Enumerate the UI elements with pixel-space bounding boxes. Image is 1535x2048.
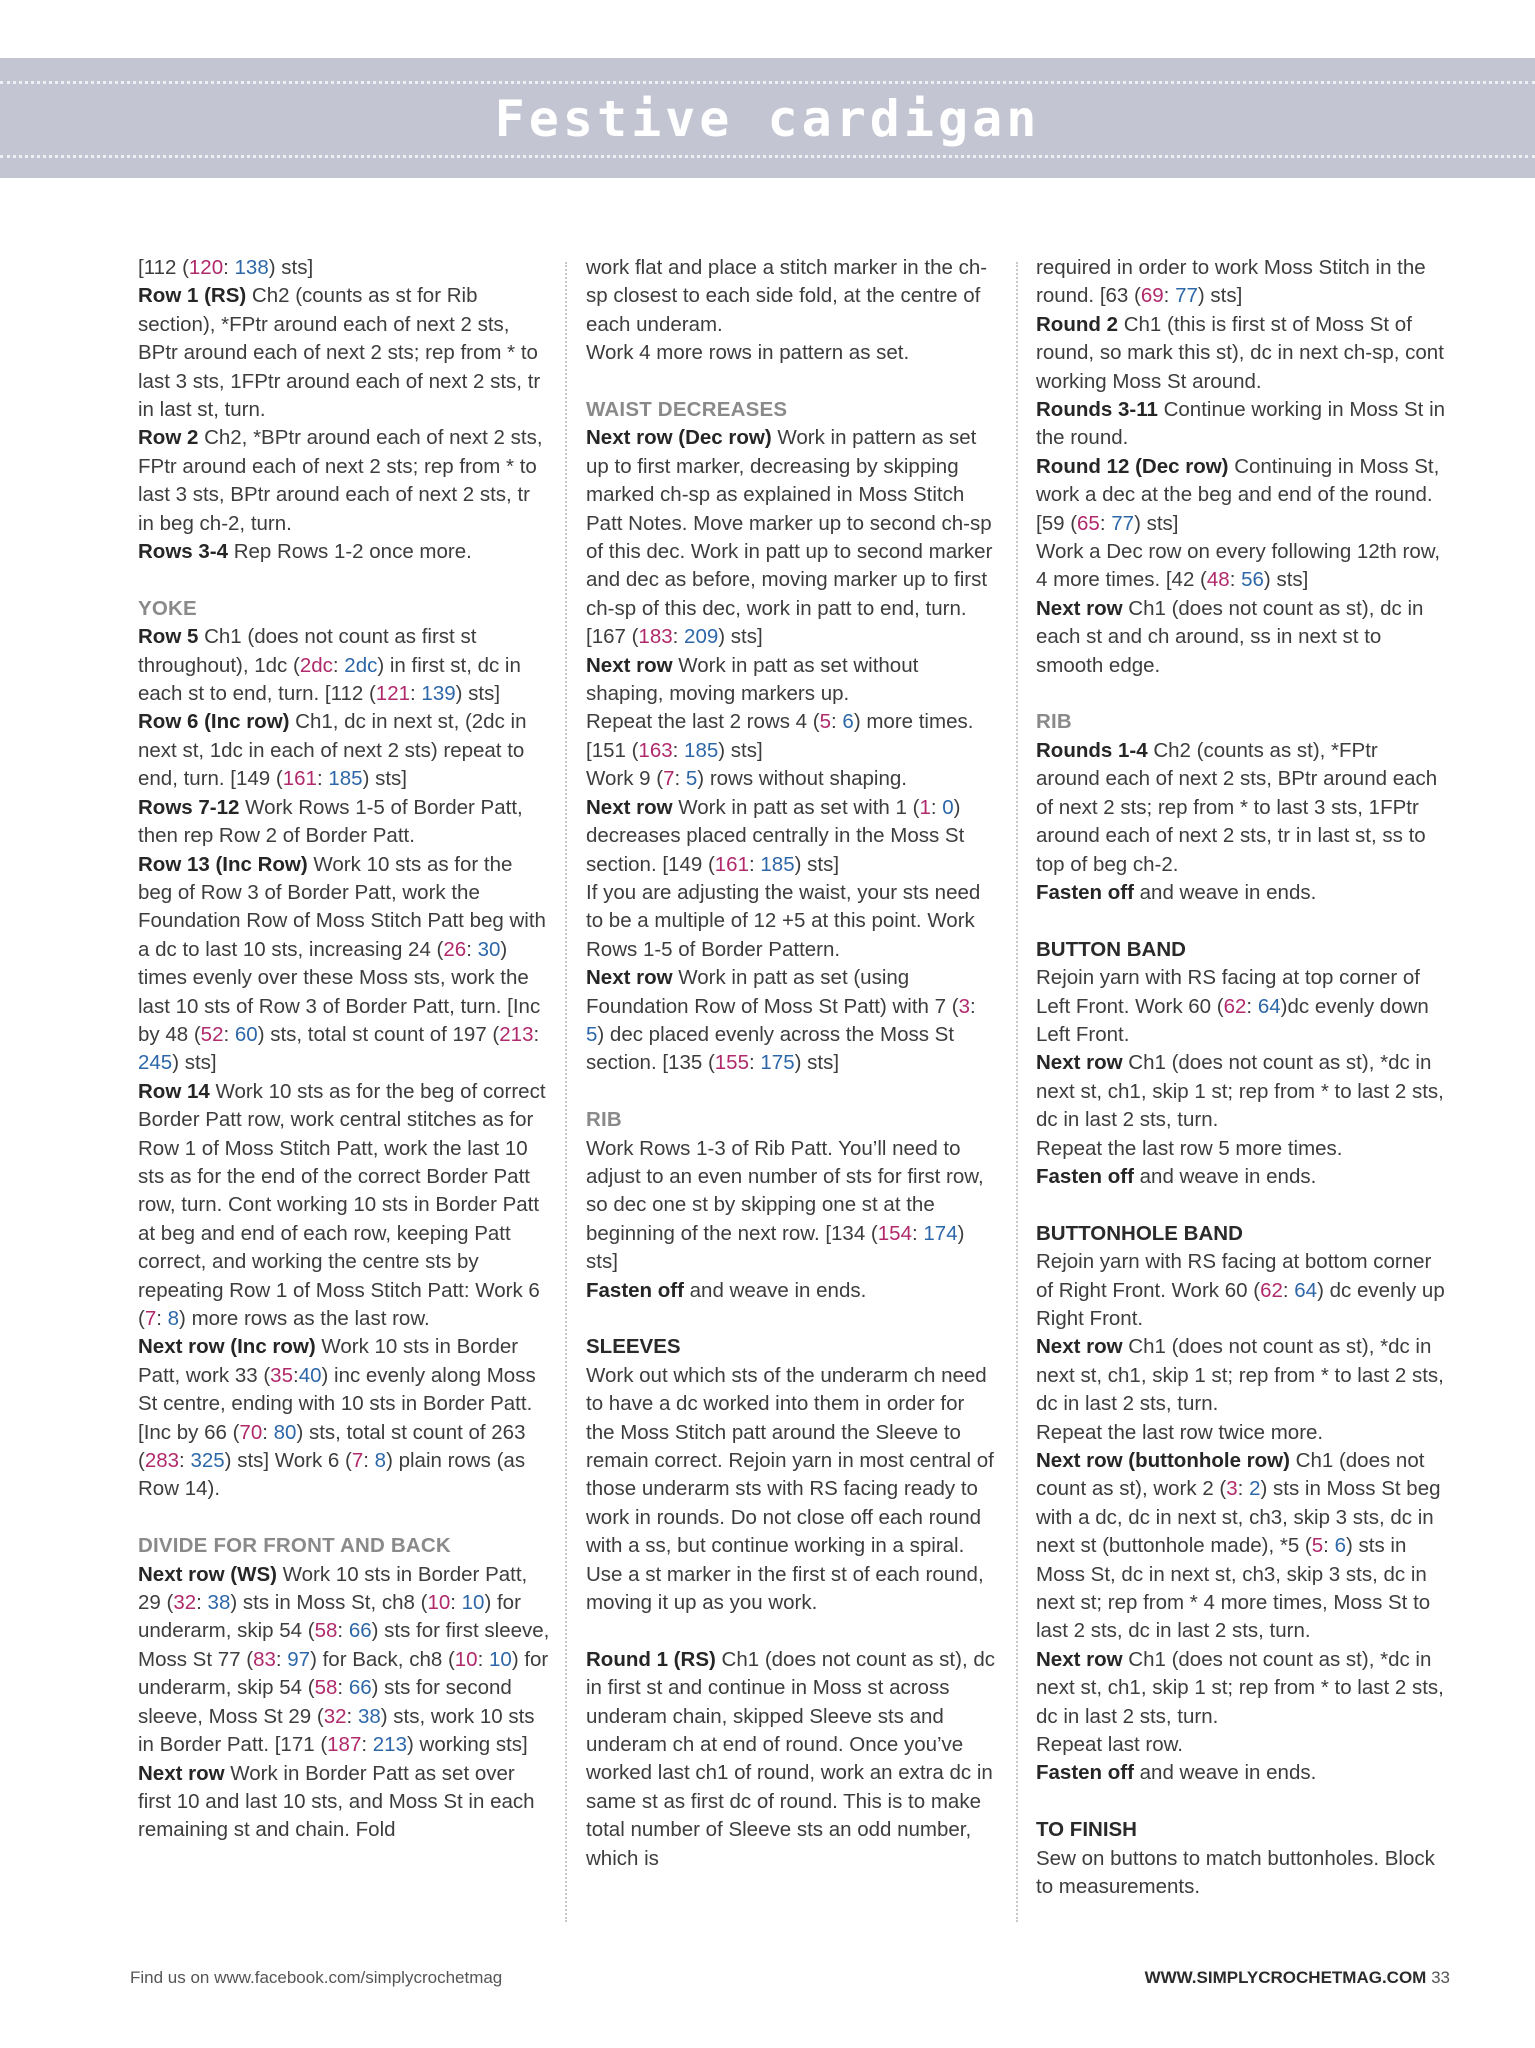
instruction-text: ) sts] Work 6 (	[224, 1449, 352, 1473]
size-3-count: 8	[167, 1307, 180, 1331]
paragraph-spacer	[1036, 1788, 1446, 1816]
row-label: Rows 3-4	[138, 540, 228, 564]
instruction-text: :	[930, 795, 943, 819]
instruction-text: ) plain rows (as Row 14).	[138, 1449, 526, 1501]
size-2-count: 5	[1311, 1534, 1324, 1558]
instruction-text: ) for underarm, skip 54 (	[138, 1647, 549, 1700]
instruction-text: Sew on buttons to match buttonholes. Block to measurements.	[1036, 1846, 1435, 1899]
instruction-text: ) sts]	[794, 852, 840, 876]
instruction-text: and weave in ends.	[683, 1278, 867, 1302]
row-label: Rows 7-12	[138, 795, 240, 819]
size-3-count: 64	[1257, 994, 1281, 1018]
instruction-paragraph	[1036, 453, 1446, 538]
size-2-count: 58	[314, 1619, 338, 1643]
instruction-paragraph	[1036, 396, 1446, 453]
size-2-count: 32	[323, 1704, 347, 1728]
instruction-text: :	[337, 1619, 349, 1643]
instruction-paragraph	[1036, 311, 1446, 396]
instruction-text: ) more rows as the last row.	[179, 1307, 430, 1331]
paragraph-spacer	[586, 1305, 996, 1333]
instruction-paragraph	[1036, 1135, 1446, 1163]
instruction-text: Ch1 (this is first st of Moss St of round, so mark this st), dc in next ch-sp, cont working Moss St around.	[1036, 312, 1444, 393]
instruction-text: :	[672, 738, 685, 762]
instruction-text: Ch1 (does not count as st), *dc in next st, ch1, skip 1 st; rep from * to last 2 sts, dc in last 2 sts, turn.	[1036, 1051, 1444, 1132]
paragraph-spacer	[138, 1504, 550, 1532]
size-2-count: 10	[454, 1647, 478, 1671]
instruction-text: ) for Back, ch8 (	[310, 1647, 455, 1671]
size-3-count: 138	[234, 256, 269, 279]
instruction-text: Repeat the last 2 rows 4 (	[586, 710, 820, 734]
row-label: Round 2	[1036, 312, 1118, 336]
instruction-paragraph	[586, 879, 996, 964]
size-3-count: 2	[1249, 1477, 1261, 1501]
instruction-text: :	[748, 852, 761, 876]
section-heading: BUTTONHOLE BAND	[1036, 1221, 1243, 1245]
instruction-text: ) dc evenly up Right Front.	[1036, 1278, 1445, 1330]
size-3-count: 5	[586, 1022, 598, 1046]
paragraph-spacer	[586, 368, 996, 396]
size-3-count: 2dc	[344, 653, 378, 677]
column-divider-1	[565, 262, 567, 1922]
instruction-text: Work 10 sts in Border Patt, 29 (	[138, 1562, 528, 1615]
size-2-count: 120	[188, 256, 224, 279]
instruction-text: Rejoin yarn with RS facing at bottom corner of Right Front. Work 60 (	[1036, 1250, 1432, 1302]
instruction-paragraph	[586, 1362, 996, 1618]
row-label: Next row	[1036, 1051, 1123, 1075]
instruction-text: ) in first st, dc in each st to end, turn. [112 (	[138, 653, 521, 706]
banner-dotted-line-top	[0, 81, 1535, 84]
footer-site-url: WWW.SIMPLYCROCHETMAG.COM	[1144, 1968, 1427, 1987]
size-2-count: 32	[173, 1591, 197, 1615]
instruction-paragraph	[1036, 964, 1446, 1049]
instruction-text: Work Rows 1-5 of Border Patt, then rep Row 2 of Border Patt.	[138, 795, 523, 848]
section-heading: BUTTON BAND	[1036, 937, 1186, 961]
size-2-count: 3	[1226, 1477, 1238, 1501]
instruction-paragraph	[138, 282, 550, 424]
instruction-text: :	[410, 682, 422, 706]
size-2-count: 187	[327, 1733, 362, 1757]
row-label: Row 14	[138, 1079, 210, 1103]
size-3-count: 30	[477, 937, 501, 961]
section-heading: TO FINISH	[1036, 1818, 1137, 1842]
row-label: Fasten off	[1036, 1761, 1134, 1785]
size-3-count: 185	[328, 767, 363, 791]
instruction-text: ) sts in Moss St, dc in next st, ch3, skip 3 sts, dc in next st; rep from * 4 more times, Moss St to last 2 sts, dc in last 2 sts, turn.	[1036, 1534, 1431, 1643]
size-3-count: 213	[372, 1733, 407, 1757]
size-3-count: 174	[923, 1221, 958, 1245]
size-2-count: 7	[351, 1449, 364, 1473]
row-label: Rounds 1-4	[1036, 738, 1148, 762]
size-2-count: 161	[282, 767, 317, 791]
instruction-text: Ch2, *BPtr around each of next 2 sts, FPtr around each of next 2 sts; rep from * to last 3 sts, BPtr around each of next 2 sts, tr in beg ch-2, turn.	[138, 426, 543, 535]
row-label: Next row (Dec row)	[586, 426, 772, 450]
instruction-text: ) more times. [151 (	[586, 710, 974, 762]
size-3-count: 245	[138, 1051, 173, 1075]
instruction-paragraph	[138, 851, 550, 1078]
size-2-count: 7	[663, 767, 675, 791]
instruction-text: :	[969, 994, 976, 1018]
instruction-paragraph	[586, 254, 996, 339]
paragraph-spacer	[1036, 907, 1446, 935]
section-heading: DIVIDE FOR FRONT AND BACK	[138, 1534, 451, 1558]
size-2-count: 161	[714, 852, 749, 876]
row-label: Next row	[586, 966, 673, 990]
instruction-paragraph	[1036, 1731, 1446, 1759]
instruction-text: :	[316, 767, 329, 791]
row-label: Fasten off	[586, 1278, 684, 1302]
instruction-text: :	[292, 1363, 299, 1387]
paragraph-spacer	[1036, 680, 1446, 708]
instruction-text: Rep Rows 1-2 once more.	[228, 540, 472, 564]
instruction-text: Work 10 sts as for the beg of Row 3 of Border Patt, work the Foundation Row of Moss Stitch Patt beg with a dc to last 10 sts, increasing 24 (	[138, 852, 546, 961]
size-3-count: 77	[1111, 511, 1135, 535]
instruction-paragraph	[586, 424, 996, 651]
size-3-count: 38	[207, 1591, 231, 1615]
instruction-text: :	[223, 256, 235, 279]
size-3-count: 38	[357, 1704, 381, 1728]
size-2-count: 2dc	[299, 653, 333, 677]
size-3-count: 6	[1334, 1534, 1346, 1558]
instruction-paragraph	[586, 339, 996, 367]
row-label: Fasten off	[1036, 1164, 1134, 1188]
size-2-count: 48	[1206, 568, 1230, 592]
instruction-paragraph	[586, 765, 996, 793]
instruction-text: :	[1323, 1534, 1335, 1558]
size-2-count: 52	[200, 1022, 224, 1046]
size-3-count: 139	[421, 682, 456, 706]
row-label: Row 1 (RS)	[138, 284, 247, 308]
instruction-text: :	[1237, 1477, 1250, 1501]
row-label: Next row	[586, 653, 673, 677]
instruction-text: ) sts, total st count of 263 (	[138, 1420, 526, 1473]
section-heading: SLEEVES	[586, 1335, 681, 1359]
instruction-text: [112 (	[138, 256, 189, 279]
size-2-count: 283	[144, 1449, 180, 1473]
instruction-text: :	[911, 1221, 924, 1245]
instruction-text: :	[332, 653, 345, 677]
paragraph-spacer	[586, 1078, 996, 1106]
instruction-text: required in order to work Moss Stitch in the round. [63 (	[1036, 256, 1426, 308]
size-3-count: 80	[273, 1420, 297, 1444]
instruction-text: Work in patt as set with 1 (	[672, 795, 920, 819]
instruction-text: :	[831, 710, 843, 734]
instruction-paragraph	[1036, 254, 1446, 311]
footer-facebook: Find us on www.facebook.com/simplycrochetmag	[130, 1968, 503, 1987]
row-label: Round 12 (Dec row)	[1036, 454, 1229, 478]
page-title: Festive cardigan	[494, 90, 1041, 148]
instruction-text: ) sts in Moss St, ch8 (	[230, 1591, 428, 1615]
banner-dotted-line-bottom	[0, 155, 1535, 158]
instruction-paragraph	[1036, 538, 1446, 595]
instruction-text: ) inc evenly along Moss St centre, ending with 10 sts in Border Patt. [Inc by 66 (	[138, 1363, 536, 1444]
instruction-text: ) sts, total st count of 197 (	[257, 1022, 500, 1046]
section-heading: RIB	[1036, 710, 1072, 734]
size-2-count: 35	[270, 1363, 293, 1387]
instruction-text: :	[1099, 511, 1112, 535]
instruction-paragraph	[138, 538, 550, 566]
section-heading: RIB	[586, 1108, 622, 1132]
instruction-text: ) for underarm, skip 54 (	[138, 1591, 521, 1643]
instruction-text: ) sts]	[362, 767, 407, 791]
instruction-text: ) sts]	[794, 1051, 840, 1075]
size-3-count: 185	[684, 738, 719, 762]
instruction-paragraph	[1036, 1845, 1446, 1902]
instruction-text: :	[196, 1591, 208, 1615]
row-label: Next row (Inc row)	[138, 1335, 316, 1359]
size-2-count: 213	[499, 1022, 534, 1046]
instruction-paragraph	[138, 1078, 550, 1334]
paragraph-spacer	[586, 1617, 996, 1645]
row-label: Next row (WS)	[138, 1562, 277, 1586]
instruction-paragraph	[1036, 737, 1446, 879]
instruction-text: Ch1 (does not count as st), *dc in next st, ch1, skip 1 st; rep from * to last 2 sts, dc in last 2 sts, turn.	[1036, 1647, 1444, 1728]
instruction-text: )dc evenly down Left Front.	[1036, 994, 1429, 1046]
instruction-text: ) sts]	[1263, 568, 1309, 592]
instruction-text: Continuing in Moss St, work a dec at the beg and end of the round. [59 (	[1036, 454, 1440, 535]
instruction-paragraph	[1036, 1049, 1446, 1134]
instruction-text: :	[346, 1704, 358, 1728]
instruction-text: Ch1 (does not count as st), work 2 (	[1036, 1449, 1425, 1501]
instruction-text: :	[533, 1022, 540, 1046]
size-2-count: 69	[1140, 284, 1164, 308]
size-2-count: 70	[239, 1420, 263, 1444]
instruction-text: ) sts, work 10 sts in Border Patt. [171 (	[138, 1704, 535, 1757]
instruction-text: :	[1246, 994, 1258, 1018]
instruction-text: Ch1, dc in next st, (2dc in next st, 1dc in each of next 2 sts) repeat to end, turn. [149 (	[138, 710, 527, 791]
size-2-count: 58	[314, 1676, 338, 1700]
instruction-text: ) sts]	[1134, 511, 1179, 535]
instruction-text: work flat and place a stitch marker in the ch-sp closest to each side fold, at the centre of each underam.	[586, 256, 988, 336]
row-label: Row 6 (Inc row)	[138, 710, 290, 734]
instruction-text: ) sts]	[172, 1051, 217, 1075]
size-2-count: 155	[714, 1051, 749, 1075]
instruction-text: Ch2 (counts as st for Rib section), *FPtr around each of next 2 sts, BPtr around each of next 2 sts; rep from * to last 3 sts, 1FPtr around each of next 2 sts, tr in last st, turn.	[138, 284, 541, 422]
size-3-count: 185	[760, 852, 795, 876]
instruction-paragraph	[138, 1333, 550, 1503]
instruction-text: ) sts]	[718, 738, 763, 762]
instruction-text: ) times evenly over these Moss sts, work the last 10 sts of Row 3 of Border Patt, turn. [Inc by 48 (	[138, 937, 541, 1046]
size-2-count: 65	[1077, 511, 1100, 535]
size-3-count: 56	[1241, 568, 1264, 592]
instruction-paragraph	[1036, 1419, 1446, 1447]
size-2-count: 1	[919, 795, 931, 819]
instruction-text: Continue working in Moss St in the round.	[1036, 398, 1446, 450]
instruction-text: ) decreases placed centrally in the Moss St section. [149 (	[586, 795, 965, 876]
instruction-paragraph	[586, 794, 996, 879]
row-label: Row 5	[138, 625, 199, 649]
instruction-paragraph	[1036, 1163, 1446, 1191]
size-2-count: 154	[877, 1221, 912, 1245]
instruction-text: ) sts]	[718, 625, 763, 649]
size-2-count: 163	[638, 738, 673, 762]
size-3-count: 10	[461, 1591, 485, 1615]
size-3-count: 64	[1294, 1278, 1318, 1302]
instruction-text: :	[450, 1591, 462, 1615]
paragraph-spacer	[1036, 1191, 1446, 1219]
instruction-text: :	[466, 937, 478, 961]
size-2-count: 62	[1260, 1278, 1283, 1302]
size-2-count: 7	[144, 1307, 157, 1331]
title-banner	[0, 58, 1535, 178]
section-heading: YOKE	[138, 596, 197, 620]
instruction-text: Work 10 sts as for the beg of correct Border Patt row, work central stitches as for Row 1 of Moss Stitch Patt, work the last 10 sts as for the end of the correct Border Patt row, turn. Cont working 10 sts in Border Patt at beg and end of each row, keeping Patt correct, and working the centre sts by repeating Row 1 of Moss Stitch Patt: Work 6 (	[138, 1079, 546, 1331]
instruction-text: Work out which sts of the underarm ch need to have a dc worked into them in order for the Moss Stitch patt around the Sleeve to remain correct. Rejoin yarn in most central of those underarm sts with RS facing ready to work in rounds. Do not close off each round with a ss, but continue working in a spiral. Use a st marker in the first st of each round, moving it up as you work.	[586, 1363, 994, 1615]
instruction-paragraph	[138, 254, 550, 282]
footer-site	[1145, 1968, 1450, 1988]
instruction-text: Rejoin yarn with RS facing at top corner of Left Front. Work 60 (	[1036, 966, 1420, 1018]
size-3-count: 8	[374, 1449, 387, 1473]
instruction-paragraph	[138, 623, 550, 708]
instruction-text: :	[262, 1420, 274, 1444]
size-2-count: 83	[253, 1647, 276, 1671]
instruction-text: Work 10 sts in Border Patt, work 33 (	[138, 1335, 519, 1387]
instruction-paragraph	[1036, 1447, 1446, 1646]
instruction-text: :	[156, 1307, 168, 1331]
instruction-text: :	[361, 1733, 373, 1757]
size-2-count: 183	[638, 625, 673, 649]
instruction-text: :	[337, 1676, 349, 1700]
size-2-count: 10	[427, 1591, 451, 1615]
instruction-text: Ch1 (does not count as first st throughout), 1dc (	[138, 625, 477, 677]
instruction-text: Repeat the last row twice more.	[1036, 1420, 1324, 1444]
size-3-count: 40	[298, 1363, 322, 1387]
instruction-text: Work in patt as set without shaping, moving markers up.	[586, 653, 919, 706]
instruction-paragraph	[586, 1277, 996, 1305]
instruction-text: Work in patt as set (using Foundation Row of Moss St Patt) with 7 (	[586, 966, 959, 1018]
size-3-count: 66	[348, 1676, 372, 1700]
instruction-paragraph	[138, 1760, 550, 1845]
row-label: Next row	[1036, 1335, 1123, 1359]
instruction-paragraph	[1036, 1333, 1446, 1418]
size-3-count: 97	[287, 1647, 311, 1671]
instruction-text: Work in Border Patt as set over first 10 and last 10 sts, and Moss St in each remaining st and chain. Fold	[138, 1761, 535, 1842]
instruction-text: Work 4 more rows in pattern as set.	[586, 341, 910, 365]
row-label: Fasten off	[1036, 880, 1134, 904]
column-3	[1036, 254, 1446, 1902]
size-3-count: 0	[942, 795, 954, 819]
row-label: Rounds 3-11	[1036, 398, 1158, 422]
size-3-count: 60	[234, 1022, 258, 1046]
instruction-text: Ch1 (does not count as st), dc in each st and ch around, ss in next st to smooth edge.	[1036, 596, 1424, 677]
instruction-paragraph	[138, 708, 550, 793]
instruction-text: ) sts]	[586, 1221, 965, 1274]
instruction-text: and weave in ends.	[1133, 1164, 1317, 1188]
instruction-paragraph	[138, 794, 550, 851]
instruction-text: Repeat last row.	[1036, 1733, 1183, 1757]
instruction-paragraph	[1036, 1646, 1446, 1731]
instruction-text: :	[477, 1647, 489, 1671]
column-1	[138, 254, 550, 1845]
page-number: 33	[1431, 1968, 1450, 1987]
instruction-text: Ch1 (does not count as st), dc in first st and continue in Moss st across underam chain, skipped Sleeve sts and underam ch at end of round. Once you’ve worked last ch1 of round, work an extra dc in same st as first dc of round. This is to make total number of Sleeve sts an odd number, which is	[586, 1647, 996, 1870]
instruction-paragraph	[1036, 1248, 1446, 1333]
instruction-text: and weave in ends.	[1133, 1761, 1317, 1785]
instruction-text: ) sts]	[455, 682, 501, 706]
row-label: Round 1 (RS)	[586, 1647, 716, 1671]
instruction-text: ) dec placed evenly across the Moss St section. [135 (	[586, 1022, 955, 1075]
instruction-text: :	[672, 625, 685, 649]
instruction-paragraph	[1036, 1759, 1446, 1787]
instruction-text: :	[1282, 1278, 1295, 1302]
instruction-text: Work 9 (	[586, 767, 664, 791]
section-heading: WAIST DECREASES	[586, 398, 788, 422]
size-2-count: 5	[819, 710, 831, 734]
instruction-text: ) sts in Moss St beg with a dc, dc in next st, ch3, skip 3 sts, dc in next st (buttonhole made), *5 (	[1036, 1477, 1441, 1558]
column-divider-2	[1016, 262, 1018, 1922]
instruction-text: :	[179, 1449, 191, 1473]
instruction-paragraph	[586, 964, 996, 1078]
instruction-paragraph	[138, 424, 550, 538]
instruction-text: ) sts]	[268, 256, 314, 279]
instruction-text: Repeat the last row 5 more times.	[1036, 1136, 1343, 1160]
instruction-text: :	[748, 1051, 761, 1075]
size-3-count: 209	[684, 625, 719, 649]
instruction-text: Ch1 (does not count as st), *dc in next st, ch1, skip 1 st; rep from * to last 2 sts, dc in last 2 sts, turn.	[1036, 1335, 1444, 1416]
instruction-text: and weave in ends.	[1133, 880, 1317, 904]
instruction-text: :	[363, 1449, 375, 1473]
size-2-count: 26	[443, 937, 467, 961]
instruction-text: ) sts]	[1197, 284, 1243, 308]
size-3-count: 325	[190, 1449, 225, 1473]
size-3-count: 77	[1175, 284, 1198, 308]
instruction-paragraph	[1036, 879, 1446, 907]
instruction-text: Work Rows 1-3 of Rib Patt. You’ll need to adjust to an even number of sts for first row, so dec one st by skipping one st at the beginning of the next row. [134 (	[586, 1136, 984, 1245]
instruction-text: :	[223, 1022, 235, 1046]
instruction-text: Work a Dec row on every following 12th row, 4 more times. [42 (	[1036, 540, 1441, 592]
size-2-count: 3	[958, 994, 970, 1018]
instruction-text: Ch2 (counts as st), *FPtr around each of next 2 sts, BPtr around each of next 2 sts; rep from * to last 3 sts, 1FPtr around each of next 2 sts, tr in last st, ss to top of beg ch-2.	[1036, 738, 1438, 876]
column-2	[586, 254, 996, 1873]
instruction-text: :	[1163, 284, 1176, 308]
instruction-text: :	[275, 1647, 288, 1671]
size-3-count: 175	[760, 1051, 795, 1075]
row-label: Next row	[1036, 596, 1123, 620]
row-label: Row 2	[138, 426, 199, 450]
size-3-count: 5	[685, 767, 698, 791]
instruction-text: ) sts for second sleeve, Moss St 29 (	[138, 1676, 512, 1728]
instruction-text: Work in pattern as set up to first marker, decreasing by skipping marked ch-sp as explained in Moss Stitch Patt Notes. Move marker up to second ch-sp of this dec. Work in patt up to second marker and dec as before, moving marker up to first ch-sp of this dec, work in patt to end, turn. [167 (	[586, 426, 993, 649]
instruction-paragraph	[138, 1561, 550, 1760]
size-2-count: 62	[1223, 994, 1247, 1018]
size-3-count: 6	[842, 710, 854, 734]
size-2-count: 121	[375, 682, 411, 706]
instruction-paragraph	[586, 1135, 996, 1277]
instruction-paragraph	[586, 652, 996, 709]
instruction-text: :	[674, 767, 686, 791]
row-label: Next row (buttonhole row)	[1036, 1449, 1290, 1473]
instruction-paragraph	[586, 1646, 996, 1873]
paragraph-spacer	[138, 566, 550, 594]
instruction-text: ) rows without shaping.	[697, 767, 907, 791]
instruction-text: :	[1229, 568, 1242, 592]
size-3-count: 66	[348, 1619, 372, 1643]
row-label: Next row	[586, 795, 673, 819]
row-label: Next row	[1036, 1647, 1123, 1671]
instruction-text: ) sts for first sleeve, Moss St 77 (	[138, 1619, 550, 1671]
size-3-count: 10	[489, 1647, 512, 1671]
instruction-paragraph	[586, 708, 996, 765]
row-label: Next row	[138, 1761, 225, 1785]
instruction-paragraph	[1036, 595, 1446, 680]
instruction-text: If you are adjusting the waist, your sts need to be a multiple of 12 +5 at this point. Work Rows 1-5 of Border Pattern.	[586, 880, 981, 961]
instruction-text: ) working sts]	[407, 1733, 528, 1757]
row-label: Row 13 (Inc Row)	[138, 852, 308, 876]
